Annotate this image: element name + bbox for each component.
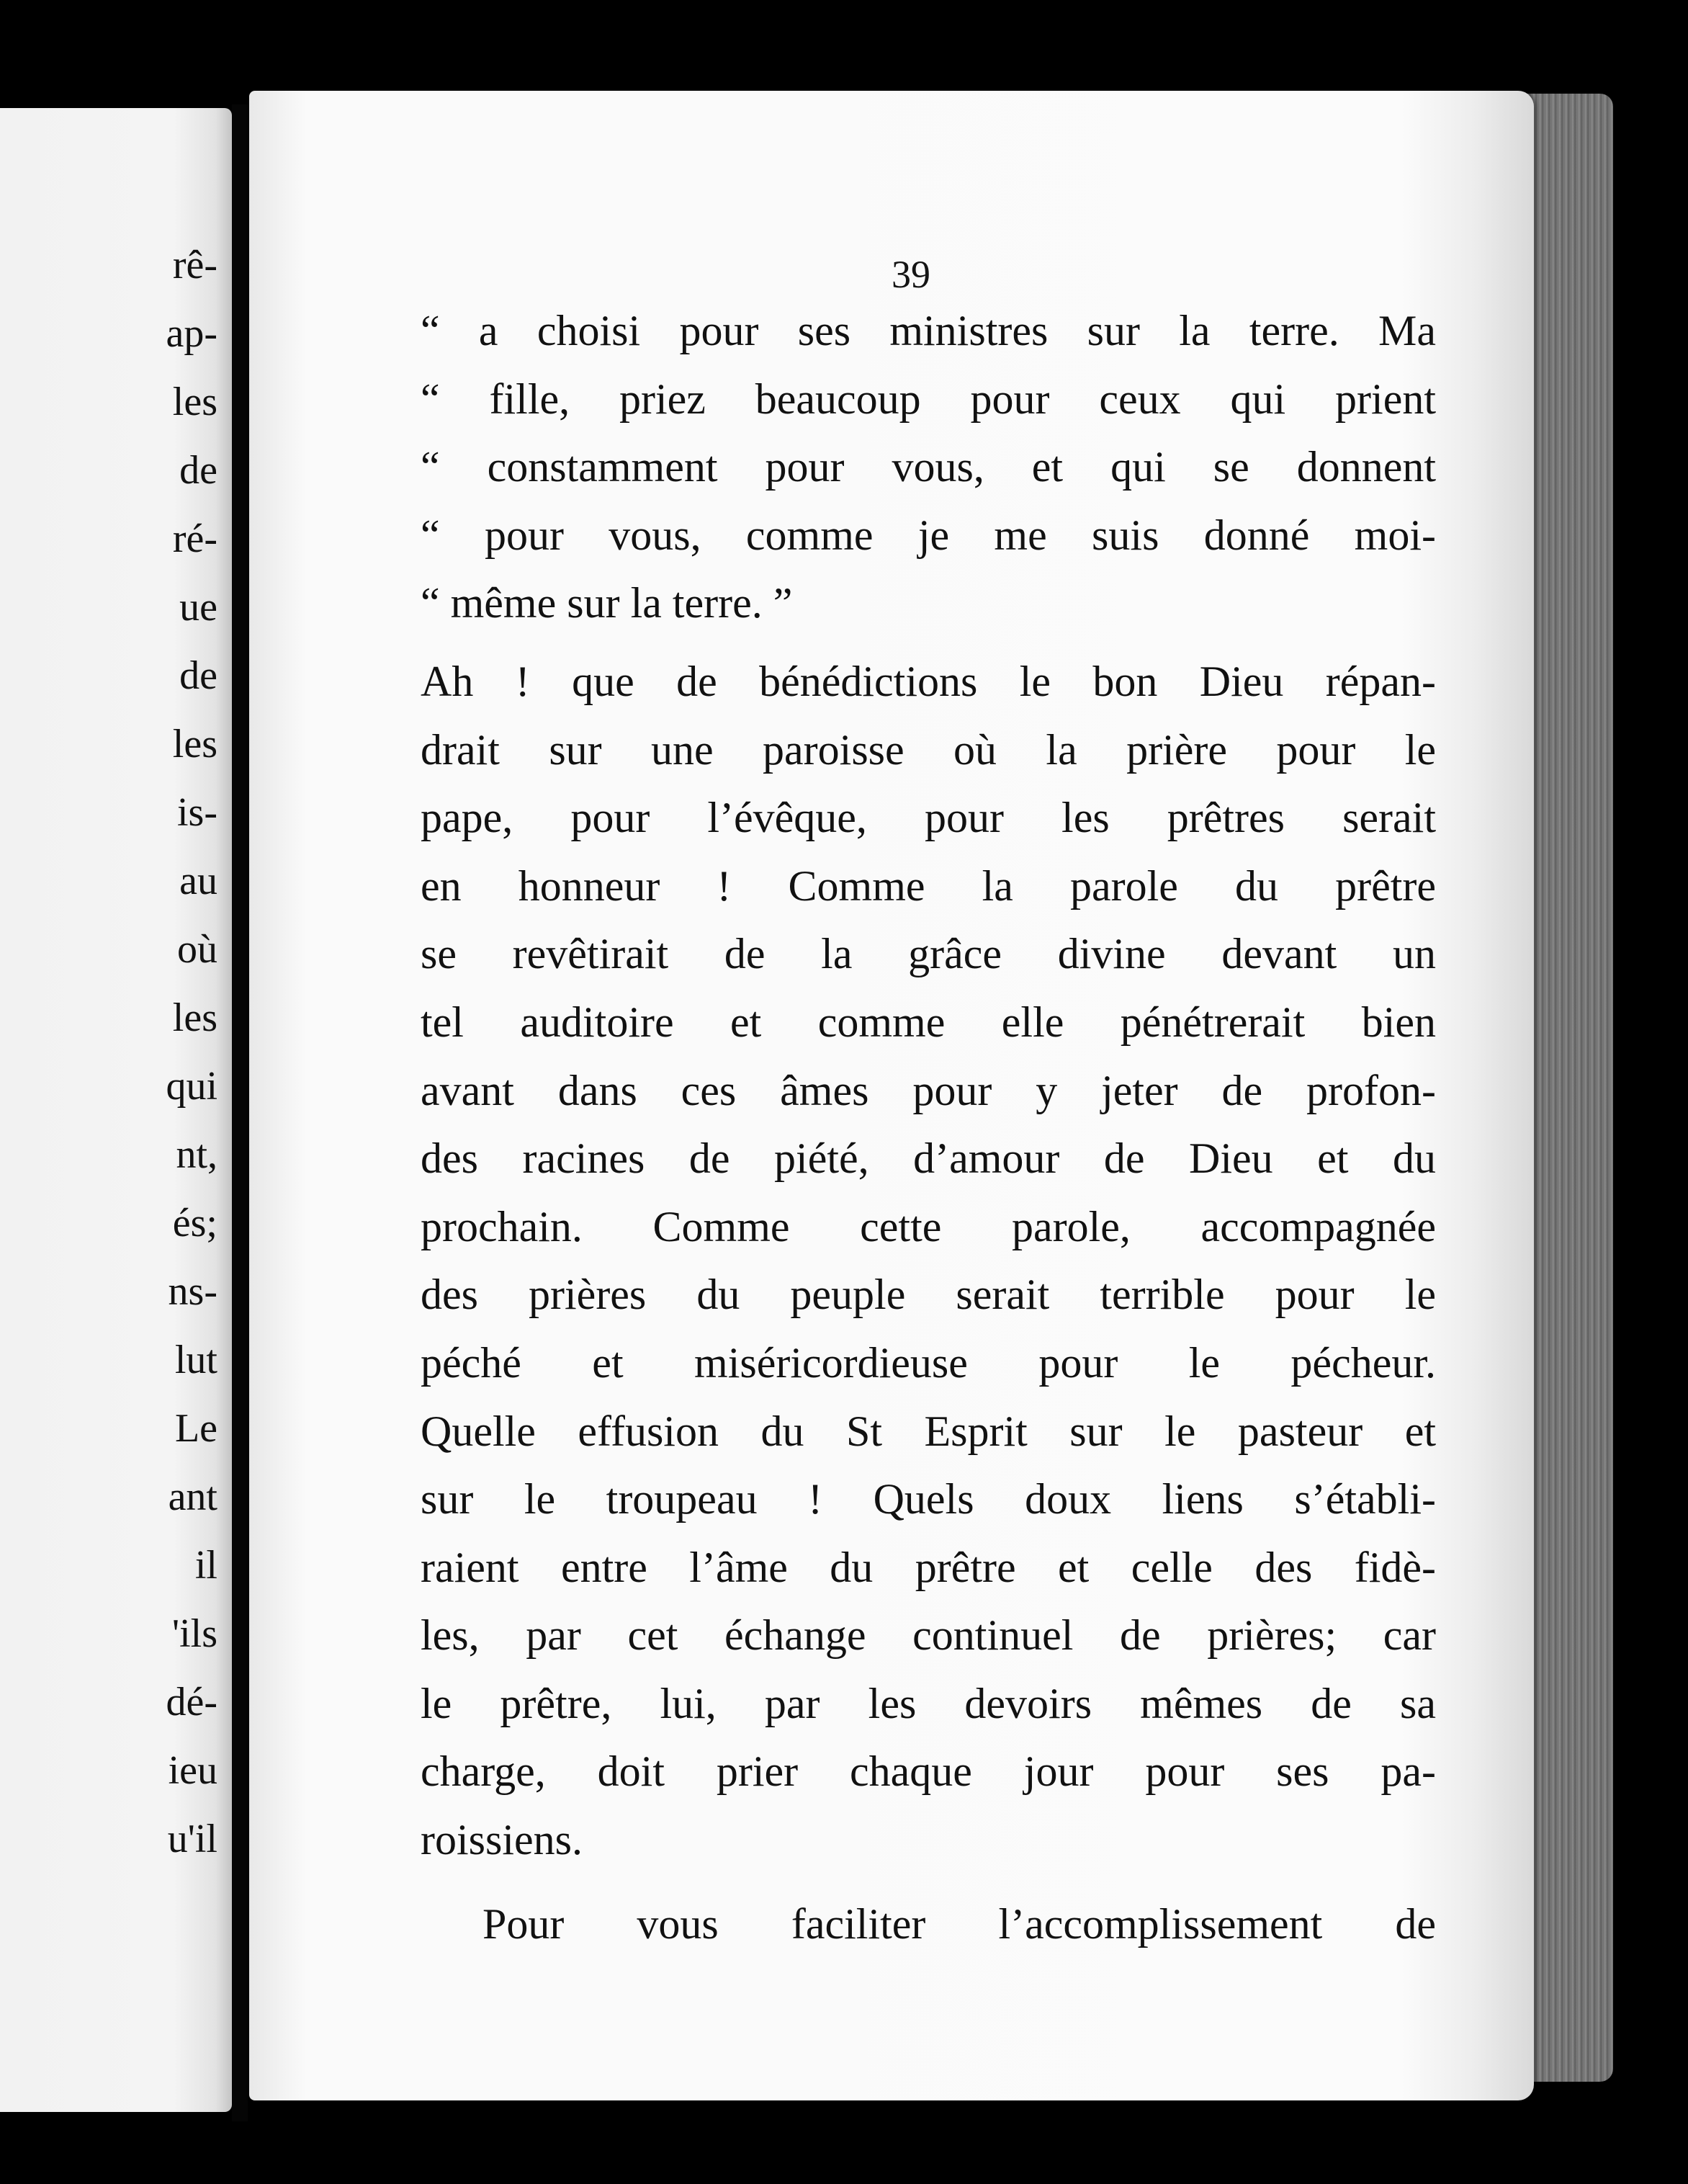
text-line: charge, doit prier chaque jour pour ses pa- [421, 1747, 1436, 1796]
text-line: Quelle effusion du St Esprit sur le pasteur et [421, 1407, 1436, 1455]
text-line: le prêtre, lui, par les devoirs mêmes de sa [421, 1679, 1436, 1727]
left-fragment: 'ils [172, 1611, 217, 1656]
text-line: “ pour vous, comme je me suis donné moi- [421, 511, 1436, 559]
text-line: en honneur ! Comme la parole du prêtre [421, 861, 1436, 910]
text-line: des racines de piété, d’amour de Dieu et du [421, 1134, 1436, 1183]
text-line: drait sur une paroisse où la prière pour le [421, 725, 1436, 774]
text-line: les, par cet échange continuel de prières; car [421, 1611, 1436, 1660]
left-fragment: de [179, 448, 217, 493]
left-fragment: ant [168, 1474, 217, 1519]
left-fragment: ue [179, 585, 217, 630]
left-fragment: lut [174, 1338, 217, 1382]
text-line: Ah ! que de bénédictions le bon Dieu répan- [421, 657, 1436, 705]
left-fragment: rê- [172, 243, 217, 287]
text-line: raient entre l’âme du prêtre et celle des fidè- [421, 1543, 1436, 1591]
text-line: se revêtirait de la grâce divine devant un [421, 930, 1436, 978]
text-line: péché et miséricordieuse pour le pécheur. [421, 1338, 1436, 1387]
left-fragment: dé- [166, 1680, 217, 1724]
main-paragraph [421, 648, 1436, 1874]
text-line: pape, pour l’évêque, pour les prêtres serait [421, 794, 1436, 842]
left-fragment: u'il [167, 1817, 217, 1861]
page-body-text [421, 297, 1436, 1958]
left-fragment: les [172, 722, 217, 766]
left-fragment: és; [172, 1201, 217, 1245]
left-fragment: les [172, 380, 217, 424]
left-fragment: nt, [176, 1132, 217, 1177]
quote-block [421, 297, 1436, 637]
left-fragment: où [177, 927, 217, 972]
left-fragment: is- [177, 790, 217, 835]
text-line: “ a choisi pour ses ministres sur la terre. Ma [421, 307, 1436, 354]
paragraph-gap [421, 1874, 1436, 1890]
page-number: 39 [892, 253, 930, 296]
paragraph-gap [421, 637, 1436, 648]
left-fragment: qui [166, 1064, 217, 1109]
book-gutter [232, 104, 248, 2121]
left-fragment: les [172, 995, 217, 1040]
text-line: “ même sur la terre. ” [421, 579, 793, 627]
left-fragment: Le [174, 1406, 217, 1451]
text-line: tel auditoire et comme elle pénétrerait bien [421, 998, 1436, 1046]
text-line: roissiens. [421, 1816, 583, 1864]
text-line: avant dans ces âmes pour y jeter de profon- [421, 1066, 1436, 1114]
left-fragment: ieu [168, 1748, 217, 1793]
left-page [0, 108, 232, 2112]
text-line: sur le troupeau ! Quels doux liens s’établi- [421, 1475, 1436, 1523]
left-fragment: ns- [168, 1269, 217, 1314]
left-fragment: ré- [172, 516, 217, 561]
left-fragment: de [179, 653, 217, 698]
left-fragment: il [194, 1543, 217, 1588]
text-line: “ constamment pour vous, et qui se donnent [421, 443, 1436, 491]
text-line: Pour vous faciliter l’accomplissement de [482, 1899, 1436, 1948]
left-fragment: ap- [166, 311, 217, 356]
text-line: des prières du peuple serait terrible pour le [421, 1271, 1436, 1319]
left-fragment: au [179, 859, 217, 903]
text-line: prochain. Comme cette parole, accompagnée [421, 1202, 1436, 1250]
text-line: “ fille, priez beaucoup pour ceux qui prient [421, 375, 1436, 423]
